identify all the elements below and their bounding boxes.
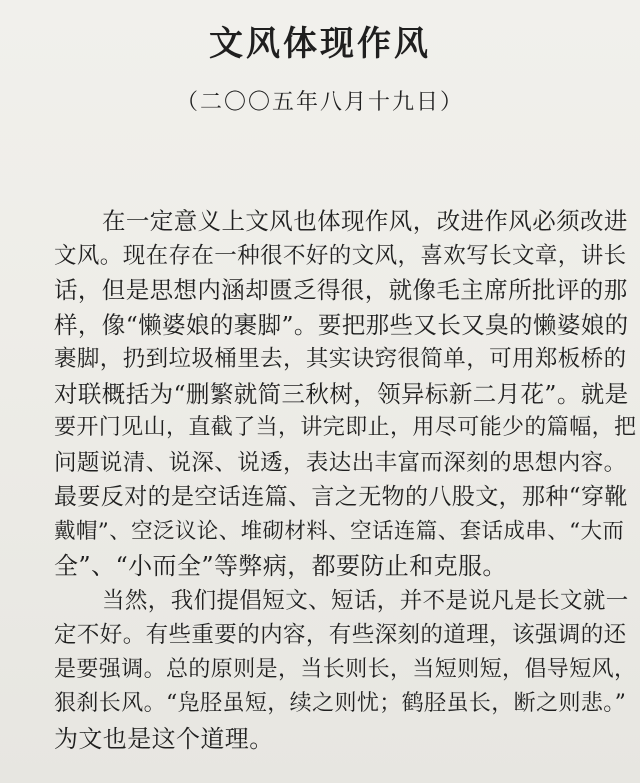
text-line: 样，像“懒婆娘的裹脚”。要把那些又长又臭的懒婆娘的	[54, 310, 629, 339]
text-line: 话，但是思想内涵却匮乏得很，就像毛主席所批评的那	[54, 276, 628, 304]
text-line: 全”、“小而全”等弊病，都要防止和克服。	[54, 552, 507, 580]
document-title: 文风体现作风	[209, 24, 431, 64]
text-line: 问题说清、说深、说透，表达出丰富而深刻的思想内容。	[54, 449, 627, 476]
text-line: 裹脚，扔到垃圾桶里去，其实诀窍很简单，可用郑板桥的	[54, 346, 627, 372]
text-line: 为文也是这个道理。	[54, 724, 274, 753]
text-line: 要开门见山，直截了当，讲完即止，用尽可能少的篇幅，把	[54, 415, 637, 440]
text-line: 定不好。有些重要的内容，有些深刻的道理，该强调的还	[54, 622, 627, 648]
text-line: 狠刹长风。“凫胫虽短，续之则忧；鹤胫虽长，断之则悲。”	[54, 691, 627, 716]
text-line: 在一定意义上文风也体现作风，改进作风必须改进	[102, 207, 628, 235]
document-date: （二〇〇五年八月十九日）	[175, 90, 464, 115]
text-line: 对联概括为“删繁就简三秋树，领异标新二月花”。就是	[54, 379, 629, 408]
text-line: 当然，我们提倡短文、短话，并不是说凡是长文就一	[102, 587, 629, 614]
text-line: 最要反对的是空话连篇、言之无物的八股文，那种“穿靴	[54, 484, 628, 510]
paragraph-1	[54, 204, 636, 584]
document-body	[54, 204, 636, 756]
paragraph-2	[54, 584, 636, 757]
text-line: 是要强调。总的原则是，当长则长，当短则短，倡导短风，	[54, 656, 637, 682]
text-line: 文风。现在存在一种很不好的文风，喜欢写长文章，讲长	[54, 242, 627, 269]
text-line: 戴帽”、空泛议论、堆砌材料、空话连篇、套话成串、“大而	[54, 518, 625, 544]
